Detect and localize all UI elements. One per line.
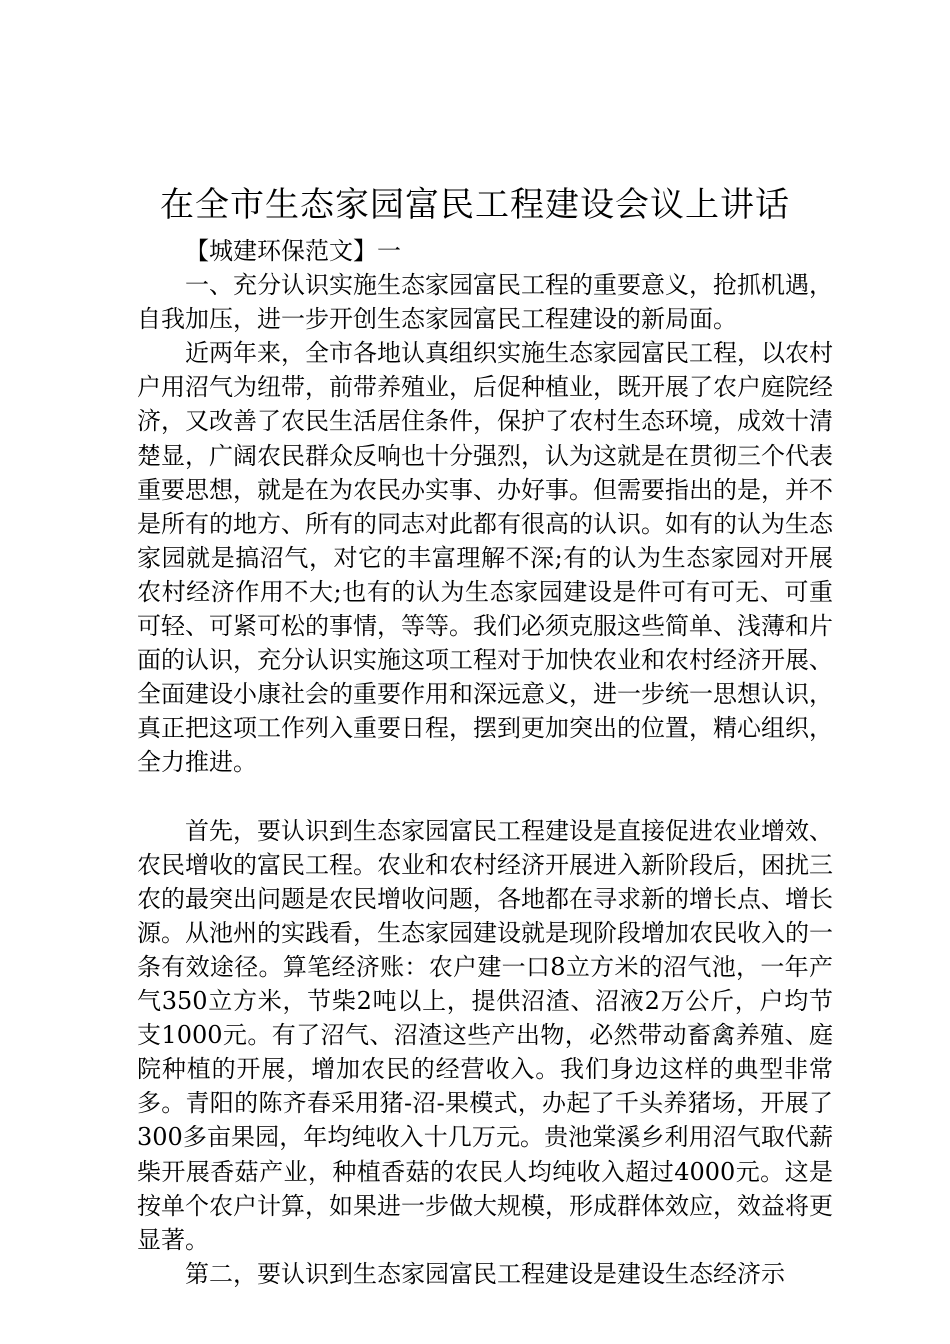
document-body [137,234,833,1291]
paragraph-first: 首先，要认识到生态家园富民工程建设是直接促进农业增效、农民增收的富民工程。农业和农村经济开展进入新阶段后，困扰三农的最突出问题是农民增收问题，各地都在寻求新的增长点、增长源。从池州的实践看，生态家园建设就是现阶段增加农民收入的一条有效途径。算笔经济账：农户建一口8立方米的沼气池，一年产气350立方米，节柴2吨以上，提供沼渣、沼液2万公斤，户均节支1000元。有了沼气、沼渣这些产出物，必然带动畜禽养殖、庭院种植的开展，增加农民的经营收入。我们身边这样的典型非常多。青阳的陈齐春采用猪-沼-果模式，办起了千头养猪场，开展了300多亩果园，年均纯收入十几万元。贵池棠溪乡利用沼气取代薪柴开展香菇产业，种植香菇的农民人均纯收入超过4000元。这是按单个农户计算，如果进一步做大规模，形成群体效应，效益将更显著。 [137,816,833,1254]
paragraph-section-one: 一、充分认识实施生态家园富民工程的重要意义，抢抓机遇，自我加压，进一步开创生态家园富民工程建设的新局面。 [137,271,833,334]
paragraph-two-years: 近两年来，全市各地认真组织实施生态家园富民工程，以农村户用沼气为纽带，前带养殖业，后促种植业，既开展了农户庭院经济，又改善了农民生活居住条件，保护了农村生态环境，成效十清楚显，广阔农民群众反响也十分强烈，认为这就是在贯彻三个代表重要思想，就是在为农民办实事、办好事。但需要指出的是，并不是所有的地方、所有的同志对此都有很高的认识。如有的认为生态家园就是搞沼气，对它的丰富理解不深;有的认为生态家园对开展农村经济作用不大;也有的认为生态家园建设是件可有可无、可重可轻、可紧可松的事情，等等。我们必须克服这些简单、浅薄和片面的认识，充分认识实施这项工程对于加快农业和农村经济开展、全面建设小康社会的重要作用和深远意义，进一步统一思想认识，真正把这项工作列入重要日程，摆到更加突出的位置，精心组织，全力推进。 [137,339,833,777]
category-label: 【城建环保范文】一 [185,237,401,265]
document-title: 在全市生态家园富民工程建设会议上讲话 [160,185,790,225]
paragraph-second: 第二，要认识到生态家园富民工程建设是建设生态经济示 [185,1259,785,1288]
paragraph-gap [137,780,833,814]
